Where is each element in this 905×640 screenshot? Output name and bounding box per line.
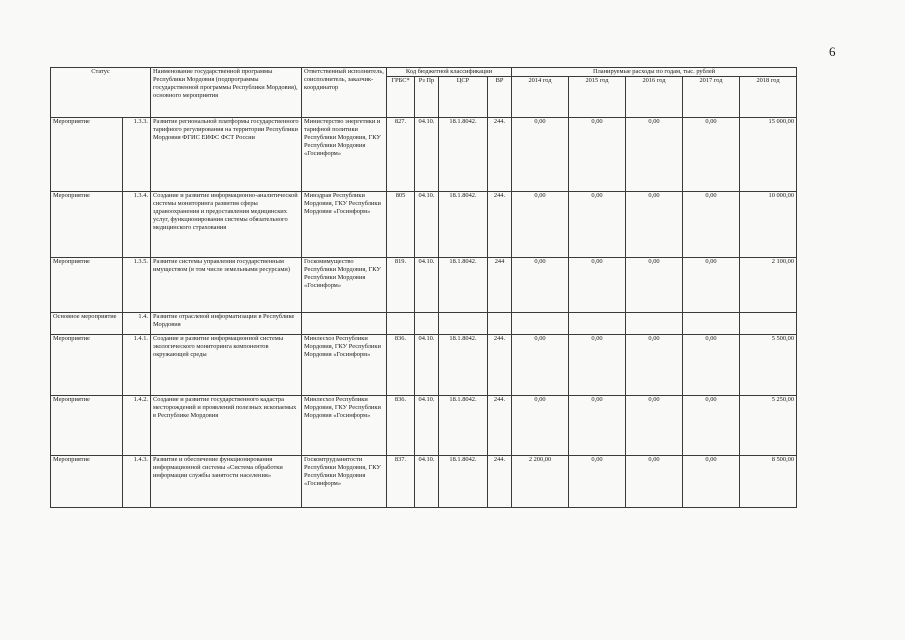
row-status: Мероприятие	[51, 258, 123, 313]
row-status: Мероприятие	[51, 118, 123, 192]
row-grbs: 827.	[387, 118, 415, 192]
row-name: Создание и развитие информационно-аналитической системы мониторинга развития сферы здравоохранения и предоставления медицинских услуг, функционирования системы обязательного медицинского страхования	[151, 192, 302, 258]
row-value-2015: 0,00	[569, 396, 626, 456]
row-value-2018: 5 500,00	[740, 335, 797, 396]
row-status: Мероприятие	[51, 396, 123, 456]
row-rz-pr: 04.10.	[415, 258, 439, 313]
row-executor: Минлесхоз Республики Мордовия, ГКУ Республики Мордовия «Госинформ»	[302, 335, 387, 396]
row-vr: 244.	[488, 335, 512, 396]
row-value-2017: 0,00	[683, 118, 740, 192]
row-csr	[439, 313, 488, 335]
header-year-2017: 2017 год	[683, 77, 740, 118]
row-value-2018	[740, 313, 797, 335]
header-csr: ЦСР	[439, 77, 488, 118]
row-value-2018: 10 000,00	[740, 192, 797, 258]
header-status: Статус	[51, 68, 151, 118]
header-budget-code: Код бюджетной классификации	[387, 68, 512, 77]
row-value-2017: 0,00	[683, 335, 740, 396]
row-value-2018: 8 500,00	[740, 456, 797, 508]
table-row	[51, 396, 797, 456]
row-vr: 244.	[488, 456, 512, 508]
header-year-2016: 2016 год	[626, 77, 683, 118]
row-value-2014: 2 200,00	[512, 456, 569, 508]
header-grbs: ГРБС*	[387, 77, 415, 118]
row-grbs: 836.	[387, 335, 415, 396]
row-value-2014: 0,00	[512, 335, 569, 396]
row-name: Развитие региональной платформы государственного тарифного регулирования на территории Республики Мордовия ФГИС ЕИФС ФСТ России	[151, 118, 302, 192]
row-name: Создание и развитие информационной системы экологического мониторинга компонентов окружающей среды	[151, 335, 302, 396]
row-value-2014: 0,00	[512, 396, 569, 456]
header-rz-pr: Рз Пр	[415, 77, 439, 118]
row-executor	[302, 313, 387, 335]
row-value-2014: 0,00	[512, 118, 569, 192]
row-code: 1.3.4.	[123, 192, 151, 258]
row-value-2015: 0,00	[569, 258, 626, 313]
header-name: Наименование государственной программы Республики Мордовия (подпрограммы государственной программы Республики Мордовия), основного мероприятия	[151, 68, 302, 118]
row-code: 1.4.1.	[123, 335, 151, 396]
row-csr: 18.1.8042.	[439, 396, 488, 456]
row-grbs	[387, 313, 415, 335]
row-value-2015: 0,00	[569, 118, 626, 192]
row-code: 1.3.5.	[123, 258, 151, 313]
header-planned: Планируемые расходы по годам, тыс. рублей	[512, 68, 797, 77]
table-header	[51, 68, 797, 118]
row-grbs: 837.	[387, 456, 415, 508]
row-code: 1.4.2.	[123, 396, 151, 456]
budget-table	[50, 67, 797, 508]
row-value-2016: 0,00	[626, 396, 683, 456]
row-grbs: 805	[387, 192, 415, 258]
row-code: 1.4.	[123, 313, 151, 335]
row-name: Развитие отраслевой информатизации в Республике Мордовия	[151, 313, 302, 335]
table-row	[51, 335, 797, 396]
row-value-2016: 0,00	[626, 335, 683, 396]
row-rz-pr: 04.10.	[415, 396, 439, 456]
row-value-2015: 0,00	[569, 456, 626, 508]
row-csr: 18.1.8042.	[439, 192, 488, 258]
row-value-2015: 0,00	[569, 335, 626, 396]
row-rz-pr: 04.10.	[415, 456, 439, 508]
row-name: Создание и развитие государственного кадастра месторождений и проявлений полезных ископаемых в Республике Мордовия	[151, 396, 302, 456]
row-value-2016: 0,00	[626, 192, 683, 258]
row-value-2014: 0,00	[512, 258, 569, 313]
row-rz-pr: 04.10.	[415, 335, 439, 396]
table-row	[51, 313, 797, 335]
header-year-2018: 2018 год	[740, 77, 797, 118]
row-value-2016: 0,00	[626, 258, 683, 313]
row-status: Мероприятие	[51, 192, 123, 258]
row-value-2014	[512, 313, 569, 335]
row-grbs: 836.	[387, 396, 415, 456]
row-csr: 18.1.8042.	[439, 258, 488, 313]
row-vr: 244.	[488, 396, 512, 456]
row-value-2016: 0,00	[626, 118, 683, 192]
row-vr: 244.	[488, 118, 512, 192]
row-vr: 244	[488, 258, 512, 313]
row-vr: 244.	[488, 192, 512, 258]
table-row	[51, 456, 797, 508]
row-value-2017	[683, 313, 740, 335]
row-value-2017: 0,00	[683, 258, 740, 313]
row-rz-pr	[415, 313, 439, 335]
row-csr: 18.1.8042.	[439, 456, 488, 508]
row-value-2016	[626, 313, 683, 335]
row-rz-pr: 04.10.	[415, 192, 439, 258]
header-year-2014: 2014 год	[512, 77, 569, 118]
row-value-2017: 0,00	[683, 192, 740, 258]
row-value-2017: 0,00	[683, 396, 740, 456]
row-code: 1.4.3.	[123, 456, 151, 508]
row-value-2014: 0,00	[512, 192, 569, 258]
table-row	[51, 118, 797, 192]
table-row	[51, 258, 797, 313]
row-value-2016: 0,00	[626, 456, 683, 508]
table-row	[51, 192, 797, 258]
row-value-2018: 2 100,00	[740, 258, 797, 313]
page-number: 6	[829, 44, 836, 59]
header-executor: Ответственный исполнитель, соисполнитель, заказчик-координатор	[302, 68, 387, 118]
row-name: Развитие и обеспечение функционирования информационной системы «Система обработки информации службы занятости населения»	[151, 456, 302, 508]
row-rz-pr: 04.10.	[415, 118, 439, 192]
row-code: 1.3.3.	[123, 118, 151, 192]
row-value-2017: 0,00	[683, 456, 740, 508]
row-status: Основное мероприятие	[51, 313, 123, 335]
row-status: Мероприятие	[51, 456, 123, 508]
row-value-2015: 0,00	[569, 192, 626, 258]
row-vr	[488, 313, 512, 335]
row-status: Мероприятие	[51, 335, 123, 396]
row-csr: 18.1.8042.	[439, 335, 488, 396]
row-executor: Госкомтрудзанятости Республики Мордовия, ГКУ Республики Мордовия «Госинформ»	[302, 456, 387, 508]
row-executor: Минздрав Республики Мордовия, ГКУ Республики Мордовия «Госинформ»	[302, 192, 387, 258]
row-grbs: 819.	[387, 258, 415, 313]
row-executor: Министерство энергетики и тарифной политики Республики Мордовия, ГКУ Республики Мордовия «Госинформ»	[302, 118, 387, 192]
row-executor: Госкомимущество Республики Мордовия, ГКУ Республики Мордовия «Госинформ»	[302, 258, 387, 313]
row-value-2018: 15 000,00	[740, 118, 797, 192]
header-vr: ВР	[488, 77, 512, 118]
row-csr: 18.1.8042.	[439, 118, 488, 192]
row-executor: Минлесхоз Республики Мордовия, ГКУ Республики Мордовия «Госинформ»	[302, 396, 387, 456]
row-name: Развитие системы управления государственным имуществом (в том числе земельными ресурсами)	[151, 258, 302, 313]
row-value-2015	[569, 313, 626, 335]
row-value-2018: 5 250,00	[740, 396, 797, 456]
header-year-2015: 2015 год	[569, 77, 626, 118]
